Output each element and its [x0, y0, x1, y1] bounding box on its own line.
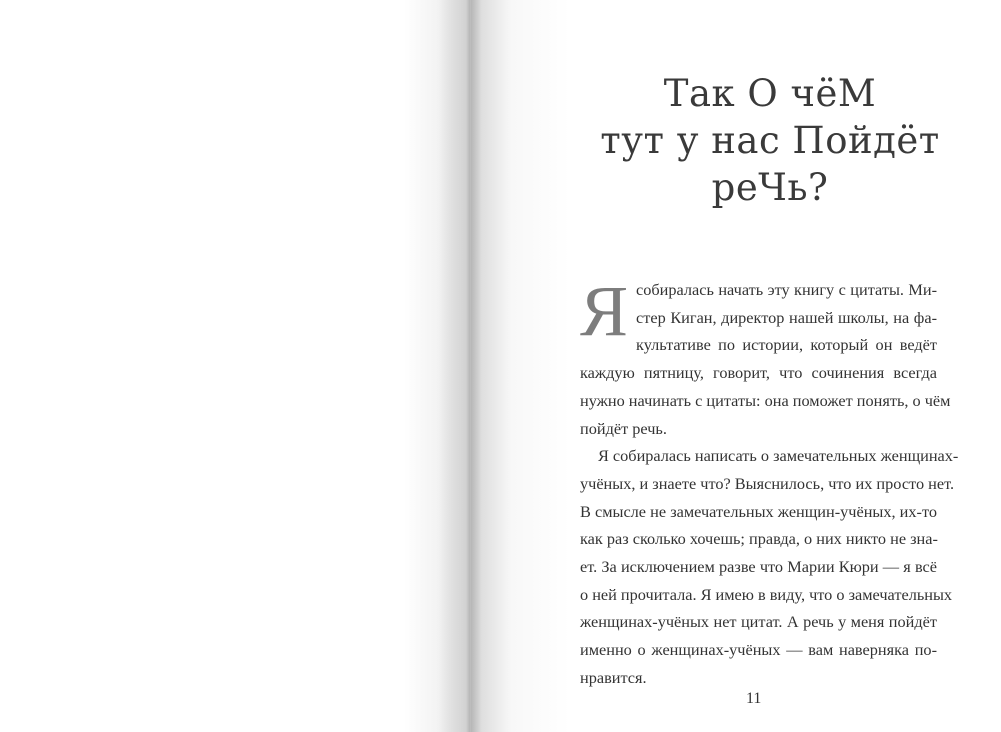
paragraph-2-line: женщинах-учёных нет цитат. А речь у меня пойдёт — [580, 612, 937, 632]
chapter-title-line-1: Так О чёМ — [663, 72, 877, 115]
paragraph-2-line: как раз сколько хочешь; правда, о них никто не зна- — [580, 529, 938, 549]
paragraph-2-line: нравится. — [580, 667, 647, 687]
paragraph-2-line: Я собиралась написать о замечательных женщинах- — [598, 446, 959, 466]
paragraph-1-line: культативе по истории, который он ведёт — [636, 335, 937, 355]
right-page — [470, 0, 1001, 732]
paragraph-1 — [580, 271, 951, 442]
paragraph-2-line: ет. За исключением разве что Марии Кюри — я всё — [580, 557, 937, 577]
paragraph-1-line: каждую пятницу, говорит, что сочинения всегда — [580, 363, 937, 383]
paragraph-2 — [580, 442, 959, 691]
paragraph-1-line: стер Киган, директор нашей школы, на фа- — [636, 307, 937, 327]
paragraph-2-line: именно о женщинах-учёных — вам наверняка по- — [580, 640, 937, 660]
body-text — [580, 271, 959, 692]
chapter-title-line-3: реЧь? — [711, 166, 829, 209]
chapter-title-line-2: тут у нас Пойдёт — [600, 119, 940, 162]
paragraph-1-line: собиралась начать эту книгу с цитаты. Ми- — [636, 280, 937, 299]
paragraph-2-line: В смысле не замечательных женщин-учёных, их-то — [580, 501, 937, 521]
left-page — [0, 0, 470, 732]
drop-cap: Я — [580, 271, 629, 351]
paragraph-1-line: пойдёт речь. — [580, 418, 667, 438]
page-number: 11 — [746, 690, 762, 707]
paragraph-1-line: нужно начинать с цитаты: она поможет понять, о чём — [580, 390, 951, 410]
paragraph-2-line: учёных, и знаете что? Выяснилось, что их просто нет. — [580, 473, 955, 493]
chapter-title — [590, 70, 950, 211]
paragraph-2-line: о ней прочитала. Я имею в виду, что о замечательных — [580, 584, 953, 604]
